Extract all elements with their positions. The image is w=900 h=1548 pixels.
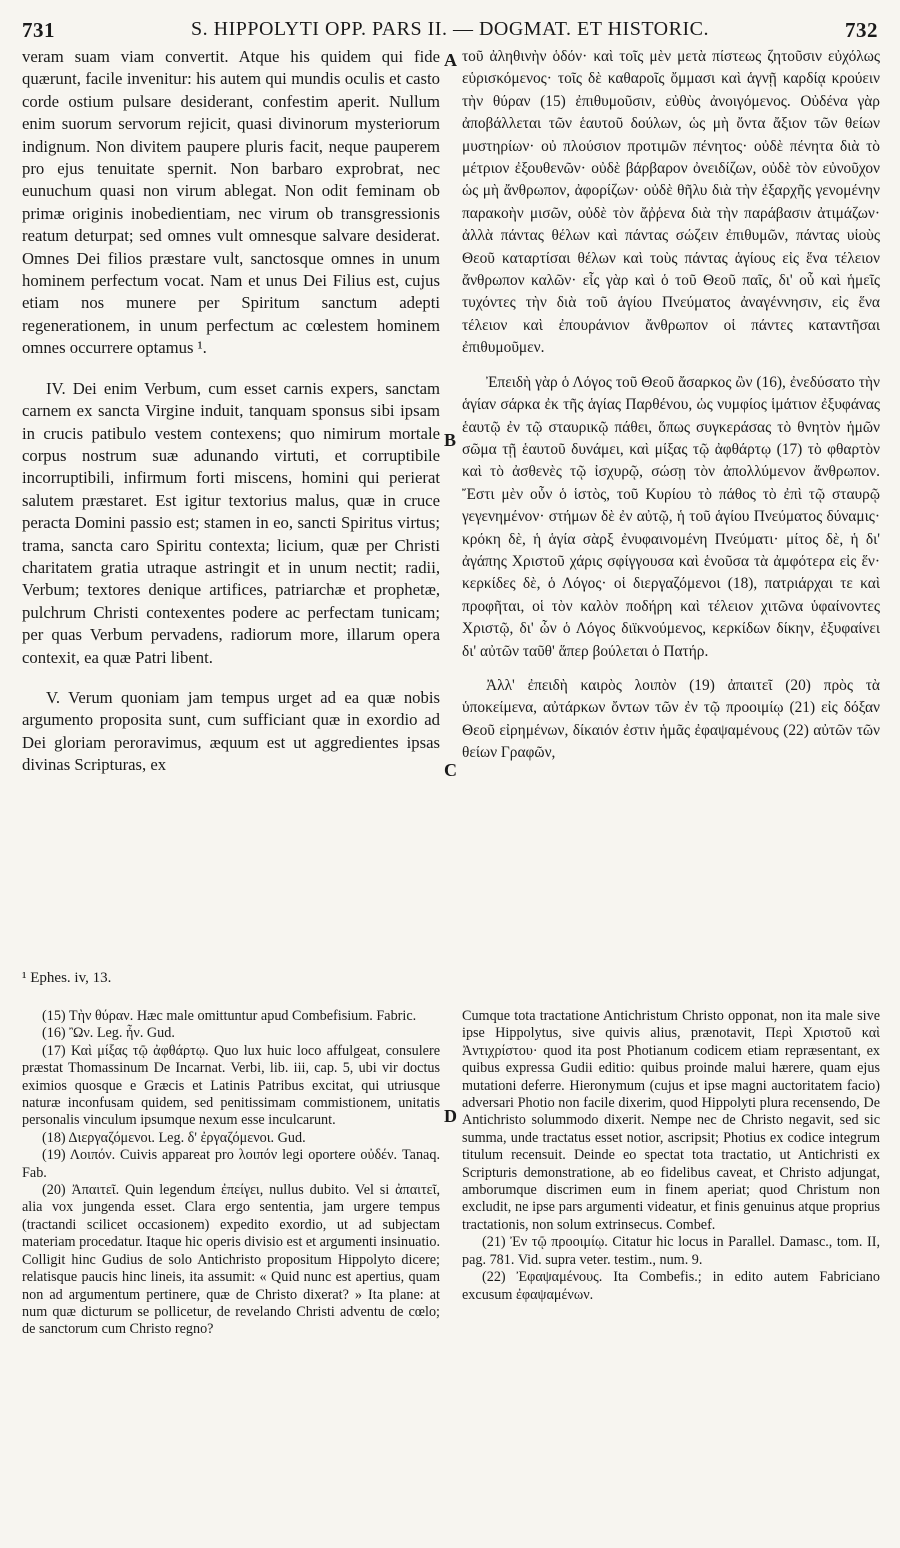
note-20-continued: Cumque tota tractatione Antichristum Christo opponat, non ita male sive ipse Hippolytus, sive quivis alius, prænotavit, Περὶ Χριστοῦ καὶ Ἀντιχρίστου· quod ita post Photianum codicem etiam repræsentant, ex quibus expressa Gudii editio: quibus proinde malui hærere, quam ejus mutationi deferre. Hieronymum (cujus et ipse magni auctoritatem facio) adversari Photio non facile dixerim, quod Hippolyti plura recensendo, De Antichristo solummodo dixerit. Nempe nec de Christo negavit, sed sic summa, unde tractatus esset notior, ascripsit; Photius ex codice integrum titulum recensuit. Deinde eo spectat tota tractatio, ut Antichristi ex Scripturis demonstratione, ab eo fidelibus caveat, et Christo adjungat, amborumque discrimen eum in finem aperiat; quod Christum non excludit, ne ipse pars argumenti videatur, et finis genuinus atque proprius tractationis, non solum extrinsecus. Combef. [462, 1008, 880, 1233]
greek-paragraph-2: Ἐπειδὴ γὰρ ὁ Λόγος τοῦ Θεοῦ ἄσαρκος ὢν (16), ἐνεδύσατο τὴν ἁγίαν σάρκα ἐκ τῆς ἁγίας Παρθένου, ὡς νυμφίος ἱμάτιον ἐξυφάνας ἑαυτῷ ἐν τῷ σταυρικῷ πάθει, ὅπως συγκεράσας τὸ θνητὸν ἡμῶν σῶμα τῇ ἑαυτοῦ δυνάμει, καὶ μίξας τῷ ἀφθάρτῳ (17) τὸ φθαρτὸν καὶ τὸ ἀσθενὲς τῷ ἰσχυρῷ, σώσῃ τὸν ἀπολλύμενον ἄνθρωπον. Ἔστι μὲν οὖν ὁ ἱστὸς, τοῦ Κυρίου τὸ πάθος τὸ ἐπὶ τῷ σταυρῷ γεγενημένον· στήμων δὲ ἐν αὐτῷ, ἡ τοῦ ἁγίου Πνεύματος δύναμις· κρόκη δὲ, ἡ ἁγία σὰρξ ἐνυφαινομένη Πνεύματι· μίτος δὲ, ἡ δι' ἀγάπης Χριστοῦ χάρις σφίγγουσα καὶ ἑνοῦσα τὰ ἀμφότερα εἰς ἕν· κερκίδες δὲ, ὁ Λόγος· οἱ διεργαζόμενοι (18), πατριάρχαι τε καὶ προφῆται, οἱ τὸν καλὸν ποδήρη καὶ τέλειον χιτῶνα ὑφαίνοντες Χριστῷ, δι' ὧν ὁ Λόγος διϊκνούμενος, κερκίδων δίκην, ἐξυφαίνει δι' αὐτῶν ταῦθ' ἅπερ βούλεται ὁ Πατήρ. [462, 373, 880, 660]
notes-left-column [22, 1008, 440, 1339]
margin-marker-b: B [444, 430, 457, 450]
note-19: (19) Λοιπόν. Cuivis appareat pro λοιπόν legi oportere οὐδέν. Tanaq. Fab. [22, 1147, 440, 1181]
margin-marker-c: C [444, 760, 457, 780]
note-22: (22) Ἐφαψαμένους. Ita Combefis.; in edito autem Fabriciano excusum ἐφαψαμένων. [462, 1269, 880, 1303]
note-15: (15) Τὴν θύραν. Hæc male omittuntur apud Combefisium. Fabric. [42, 1008, 417, 1024]
margin-marker-d: D [444, 1106, 457, 1126]
running-header [0, 8, 900, 42]
note-21: (21) Ἐν τῷ προοιμίῳ. Citatur hic locus in Parallel. Damasc., tom. II, pag. 781. Vid. supra veter. testim., num. 9. [462, 1234, 880, 1268]
greek-column [462, 46, 880, 765]
note-18: (18) Διεργαζόμενοι. Leg. δ' ἐργαζόμενοι. Gud. [42, 1129, 306, 1146]
note-17: (17) Καὶ μίξας τῷ ἀφθάρτῳ. Quo lux huic loco affulgeat, consulere præstat Thomassinum De Incarnat. Verbi, lib. iii, cap. 5, ubi vir doctus eximios quosque e Græcis et Latinis Patribus excitat, qui utriusque naturæ inconfusam quidem, sed penitissimam commistionem, unitatis personalis vinculum ipsumque nexum esse inculcarunt. [22, 1042, 440, 1129]
margin-marker-a: A [444, 50, 457, 70]
scripture-reference: ¹ Ephes. iv, 13. [22, 970, 112, 986]
note-20: (20) Ἀπαιτεῖ. Quin legendum ἐπείγει, nullus dubito. Vel si ἀπαιτεῖ, alia vox jungenda esset. Clara ergo sententia, jam urgere tempus (tractandi scilicet occasionem) expedito exordio, ut ad subjectam materiam procedatur. Itaque hic operis divisio est et argumenti insinuatio. Colligit hinc Gudius de solo Antichristo propositum Hippolyto dicere; relatisque paucis hinc lineis, ita assumit: « Quid nunc est apertius, quam non ad argumentum pertinere, quæ de Christo dixerat? » Ita plane: at num quæ dicturum se pollicetur, de revelando Christi adventu de cœlo; de sanctorum cum Christo regno? [22, 1182, 440, 1338]
page-number-left: 731 [22, 18, 55, 42]
latin-column [22, 46, 440, 777]
note-16: (16) Ὢν. Leg. ἦν. Gud. [42, 1025, 175, 1042]
latin-paragraph-3: V. Verum quoniam jam tempus urget ad ea quæ nobis argumento proposita sunt, cum sufficiant quæ in exordio ad Dei gloriam peroravimus, æquum est ut aggredientes ipsas divinas Scripturas, ex [22, 687, 440, 775]
notes-right-column [462, 1008, 880, 1304]
greek-paragraph-1: τοῦ ἀληθινὴν ὁδόν· καὶ τοῖς μὲν μετὰ πίστεως ζητοῦσιν εὐχόλως εὑρισκόμενος· τοῖς δὲ καθαροῖς ὄμμασι καὶ ἁγνῇ καρδίᾳ κρούειν τὴν θύραν (15) ἐπιθυμοῦσιν, εὐθὺς ἀνοιγόμενος. Οὐδένα γὰρ ἀποβάλλεται τῶν ἑαυτοῦ δούλων, ὡς μὴ ὄντα ἄξιον τῶν θείων μυστηρίων· οὐ πλούσιον προτιμῶν πένητος· οὐδὲ πένητα διὰ τὸ μέτριον ἐξουθενῶν· οὐδὲ βάρβαρον ὀνειδίζων, οὐδὲ τὸν εὐνοῦχον ὡς μὴ ἄνθρωπον, ἀφορίζων· οὐδὲ θῆλυ διὰ τὴν ἐξαρχῆς γενομένην παρακοὴν μισῶν, οὐδὲ τὸν ἄῤῥενα διὰ τὴν παράβασιν ἀτιμάζων· ἀλλὰ πάντας θέλων καὶ πάντας σώζειν ἐπιθυμῶν, πάντας υἱοὺς Θεοῦ καταρτίσαι θέλων καὶ τοὺς πάντας ἁγίους εἰς ἕνα τέλειον ἄνθρωπον καλῶν· εἷς γὰρ καὶ ὁ τοῦ Θεοῦ παῖς, δι' οὗ καὶ ἡμεῖς τυχόντες τὴν διὰ τοῦ ἁγίου Πνεύματος ἀναγέννησιν, εἰς ἕνα τέλειον καὶ ἐπουράνιον ἄνθρωπον οἱ πάντες καταντῆσαι ἐπιθυμοῦμεν. [462, 48, 880, 357]
latin-paragraph-1: veram suam viam convertit. Atque his quidem qui fide quærunt, facile invenitur: his autem qui mundis oculis et casto corde ostium pulsare desiderant, confestim aperit. Nullum enim suorum servorum rejicit, quasi divinorum mysteriorum indignum. Non divitem paupere pluris facit, neque pauperem pro ejus tenuitate spernit. Non barbaro exprobrat, nec eunuchum quasi non virum ablegat. Non odit feminam ob primæ originis inobedientiam, nec virum ob transgressionis reatum deturpat; sed omnes vult omnesque salvare desiderat. Omnes Dei filios præstare vult, sanctosque omnes in unum hominem perfectum vocat. Nam et unus Dei Filius est, cujus etiam nos munere per Spiritum sanctum adepti regenerationem, in unum perfectum ac cœlestem hominem omnes occurrere optamus ¹. [22, 47, 440, 358]
page-number-right: 732 [845, 18, 878, 42]
greek-paragraph-3: Ἀλλ' ἐπειδὴ καιρὸς λοιπὸν (19) ἀπαιτεῖ (20) πρὸς τὰ ὑποκείμενα, αὐτάρκων ὄντων τῶν ἐν τῷ προοιμίῳ (21) εἰς δόξαν Θεοῦ εἰρημένων, δίκαιόν ἐστιν ἡμᾶς ἐφαψαμένους (22) αὐτῶν τῶν θείων Γραφῶν, [462, 676, 880, 762]
running-title: S. HIPPOLYTI OPP. PARS II. — DOGMAT. ET HISTORIC. [191, 18, 709, 40]
latin-paragraph-2: IV. Dei enim Verbum, cum esset carnis expers, sanctam carnem ex sancta Virgine induit, tanquam sponsus sibi ipsam in crucis patibulo vestem contexens; quo nimirum mortale corpus nostrum suæ adunando virtuti, et corruptibile incorruptibili, infirmum forti miscens, homini qui perierat salutem præstaret. Est igitur textorius malus, quæ in cruce peracta Domini passio est; stamen in eo, sancti Spiritus virtus; trama, sancta caro Spiritu contexta; licium, quæ per Christi charitatem gratia utraque astringit et in unum nectit; radii, Verbum; textores denique artifices, patriarchæ et prophetæ, pulchrum Christi contexentes podere ac perfectam tunicam; per quas Verbum pervadens, radiorum more, illarum opera contexit, ea quæ Patri libent. [22, 378, 440, 667]
